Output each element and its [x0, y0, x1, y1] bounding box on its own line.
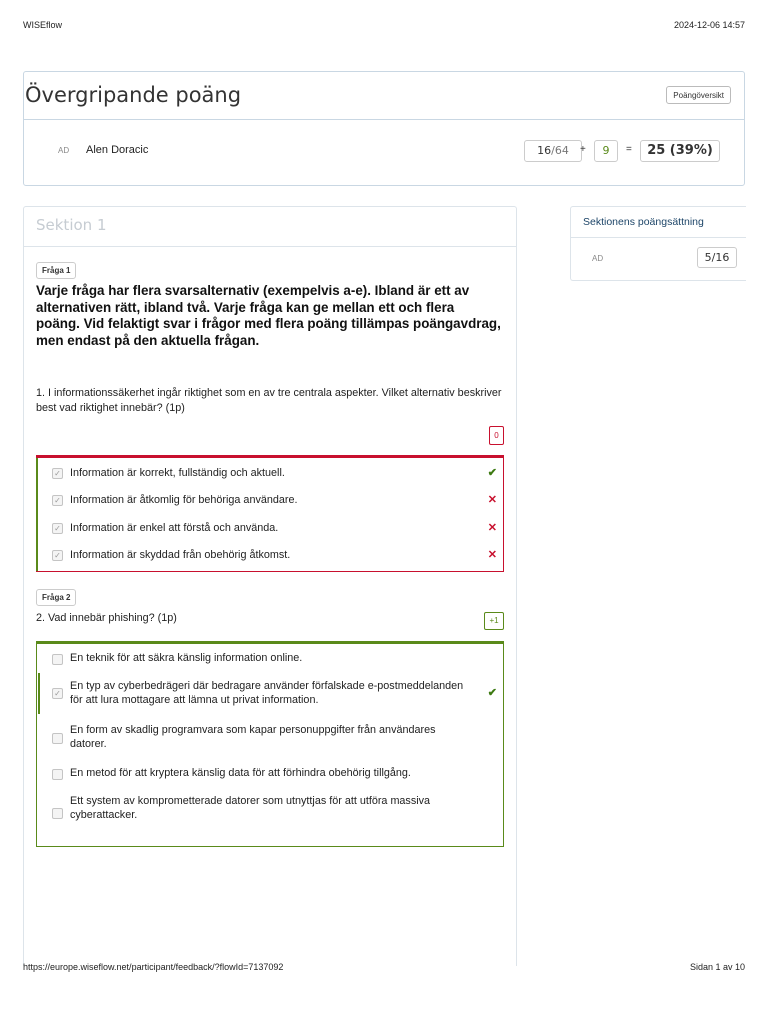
checkbox-icon: ✓	[52, 523, 63, 534]
answer-label: Information är enkel att förstå och använda.	[70, 522, 279, 534]
question-badge: Fråga 1	[36, 262, 76, 279]
print-datetime: 2024-12-06 14:57	[673, 20, 745, 30]
page-number: Sidan 1 av 10	[689, 962, 745, 972]
section-title: Sektion 1	[36, 216, 107, 234]
score-overview-button[interactable]: Poängöversikt	[666, 86, 731, 104]
check-icon: ✔	[487, 467, 497, 479]
answer-options-q1	[36, 455, 504, 572]
question-score-badge: 0	[489, 426, 504, 445]
print-footer	[23, 962, 745, 974]
check-icon: ✔	[487, 687, 497, 699]
answer-label: En teknik för att säkra känslig information online.	[70, 652, 303, 664]
score-earned: 16	[537, 144, 552, 157]
checkbox-icon	[52, 654, 63, 665]
checkbox-icon	[52, 733, 63, 744]
section-scoring-header	[571, 207, 746, 238]
section-scoring-card	[570, 206, 746, 281]
question-badge: Fråga 2	[36, 589, 76, 606]
student-score-row	[24, 120, 744, 186]
answer-label: Information är skyddad från obehörig åtkomst.	[70, 549, 291, 561]
answer-label: Information är åtkomlig för behöriga användare.	[70, 494, 298, 506]
avatar: AD	[58, 146, 70, 155]
student-name: Alen Doracic	[86, 144, 149, 156]
section-card	[23, 206, 517, 966]
section-header	[24, 207, 516, 247]
answer-label: En metod för att kryptera känslig data för att förhindra obehörig tillgång.	[70, 767, 411, 779]
checkbox-icon: ✓	[52, 495, 63, 506]
bonus-score-box: 9	[594, 140, 618, 162]
question-instructions: Varje fråga har flera svarsalternativ (exempelvis a-e). Ibland är ett av alternativen rätt, ibland två. Varje fråga kan ge mellan ett och flera poäng. Vid felaktigt svar i frågor med flera poäng tillämpas poängavdrag, men endast på den aktuella frågan.	[36, 283, 501, 348]
cross-icon: ✕	[487, 522, 497, 534]
question-score-badge: +1	[484, 612, 504, 630]
checkbox-icon: ✓	[52, 468, 63, 479]
checkbox-icon: ✓	[52, 550, 63, 561]
score-max: /64	[551, 144, 569, 157]
checkbox-icon: ✓	[52, 688, 63, 699]
checkbox-icon	[52, 769, 63, 780]
question-text: 1. I informationssäkerhet ingår riktighet som en av tre centrala aspekter. Vilket alternativ beskriver best vad riktighet innebär? (1p)	[36, 387, 502, 414]
section-scoring-title: Sektionens poängsättning	[583, 216, 704, 228]
overall-score-header	[24, 72, 744, 120]
checkbox-icon	[52, 808, 63, 819]
base-score-box	[524, 140, 582, 162]
overall-score-card	[23, 71, 745, 186]
selected-indicator	[38, 673, 40, 714]
cross-icon: ✕	[487, 549, 497, 561]
answer-label: En typ av cyberbedrägeri där bedragare använder förfalskade e-postmeddelanden för att lura mottagare att lämna ut privat information.	[70, 680, 464, 706]
answer-options-q2	[36, 641, 504, 847]
question-text: 2. Vad innebär phishing? (1p)	[36, 612, 177, 624]
total-score-box: 25 (39%)	[640, 140, 720, 162]
print-header	[23, 20, 745, 32]
section-score-box: 5/16	[697, 247, 737, 268]
equals-sign: =	[626, 144, 632, 155]
app-name: WISEflow	[23, 20, 63, 30]
answer-label: En form av skadlig programvara som kapar personuppgifter från användares datorer.	[70, 724, 436, 750]
cross-icon: ✕	[487, 494, 497, 506]
page-url: https://europe.wiseflow.net/participant/feedback/?flowId=7137092	[23, 962, 284, 972]
answer-label: Information är korrekt, fullständig och aktuell.	[70, 467, 285, 479]
plus-sign: +	[580, 144, 586, 155]
avatar: AD	[592, 254, 604, 263]
page-title: Övergripande poäng	[25, 83, 242, 107]
answer-label: Ett system av komprometterade datorer som utnyttjas för att utföra massiva cyberattacker.	[70, 795, 431, 821]
